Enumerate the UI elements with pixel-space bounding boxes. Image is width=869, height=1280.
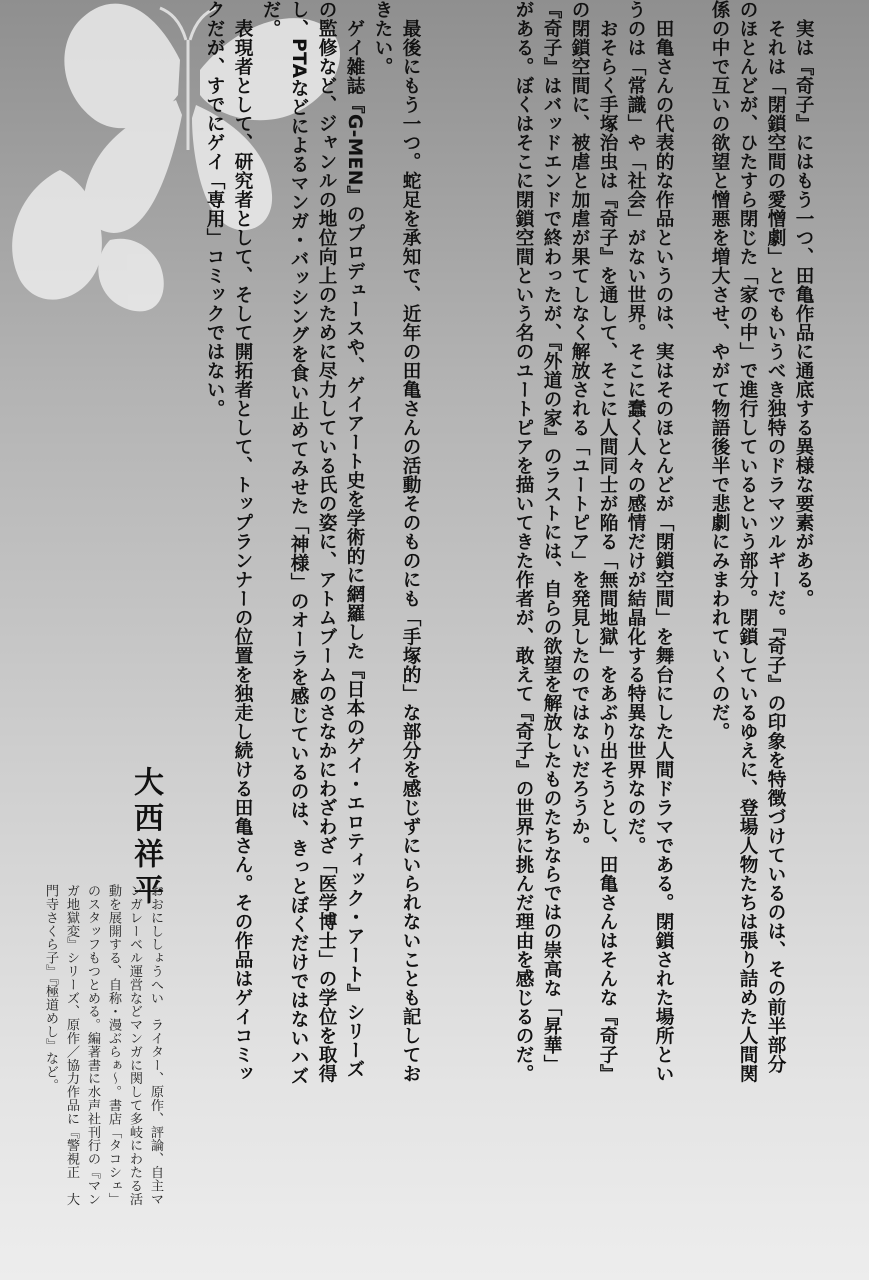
author-profile: おおにししょうへい ライター、原作、評論、自主マンガレーベル運営などマンガに関して多岐にわたる活動を展開する、自称・漫ぶらぁ〜。書店「タコシェ」のスタッフもつとめる。編著書に水声社刊行の『マンガ地獄変』シリーズ、原作／協力作品に『警視正 大門寺さくら子』『極道めし』など。: [43, 884, 163, 1206]
essay-paragraph: 表現者として、研究者として、そして開拓者として、トップランナーの位置を独走し続ける田亀さん。その作品はゲイコミックだが、すでにゲイ「専用」コミックではない。: [204, 0, 253, 1083]
essay-paragraph: おそらく手塚治虫は『奇子』を通して、そこに人間同士が陥る「無間地獄」をあぶり出そうとし、田亀さんはそんな『奇子』の閉鎖空間に、被虐と加虐が果てしなく解放される「ユートピア」を発見したのではないだろうか。: [569, 0, 618, 1083]
essay-paragraph: 田亀さんの代表的な作品というのは、実はそのほとんどが「閉鎖空間」を舞台にした人間ドラマである。閉鎖された場所というのは「常識」や「社会」がない世界。そこに蠢く人々の感情だけが結晶化する特異な世界なのだ。: [625, 0, 674, 1083]
essay-paragraph: それは「閉鎖空間の愛憎劇」とでもいうべき独特のドラマツルギーだ。『奇子』の印象を特徴づけているのは、その前半部分のほとんどが、ひたすら閉じた「家の中」で進行しているという部分。閉鎖しているゆえに、登場人物たちは張り詰めた人間関係の中で互いの欲望と憎悪を増大させ、やがて物語後半で悲劇にみまわれていくのだ。: [709, 0, 786, 1083]
author-name: 大西祥平: [128, 766, 163, 910]
essay-paragraph: 最後にもう一つ。蛇足を承知で、近年の田亀さんの活動そのものにも「手塚的」な部分を感じずにいられないことも記しておきたい。: [372, 0, 421, 1083]
essay-paragraph: ゲイ雑誌『G-MEN』のプロデュースや、ゲイアート史を学術的に網羅した『日本のゲイ・エロティック・アート』シリーズの監修など、ジャンルの地位向上のために尽力している氏の姿に、アトムブームのさなかにわざわざ「医学博士」の学位を取得し、PTAなどによるマンガ・バッシングを食い止めてみせた「神様」のオーラを感じているのは、きっとぼくだけではないハズだ。: [260, 0, 365, 1086]
essay-paragraph: 実は『奇子』にはもう一つ、田亀作品に通底する異様な要素がある。: [793, 0, 814, 608]
essay-paragraph: 『奇子』はバッドエンドで終わったが、『外道の家』のラストには、自らの欲望を解放したものたちならではの崇高な「昇華」がある。ぼくはそこに閉鎖空間という名のユートピアを描いてきた作者が、敢えて『奇子』の世界に挑んだ理由を感じるのだ。: [513, 0, 562, 1083]
